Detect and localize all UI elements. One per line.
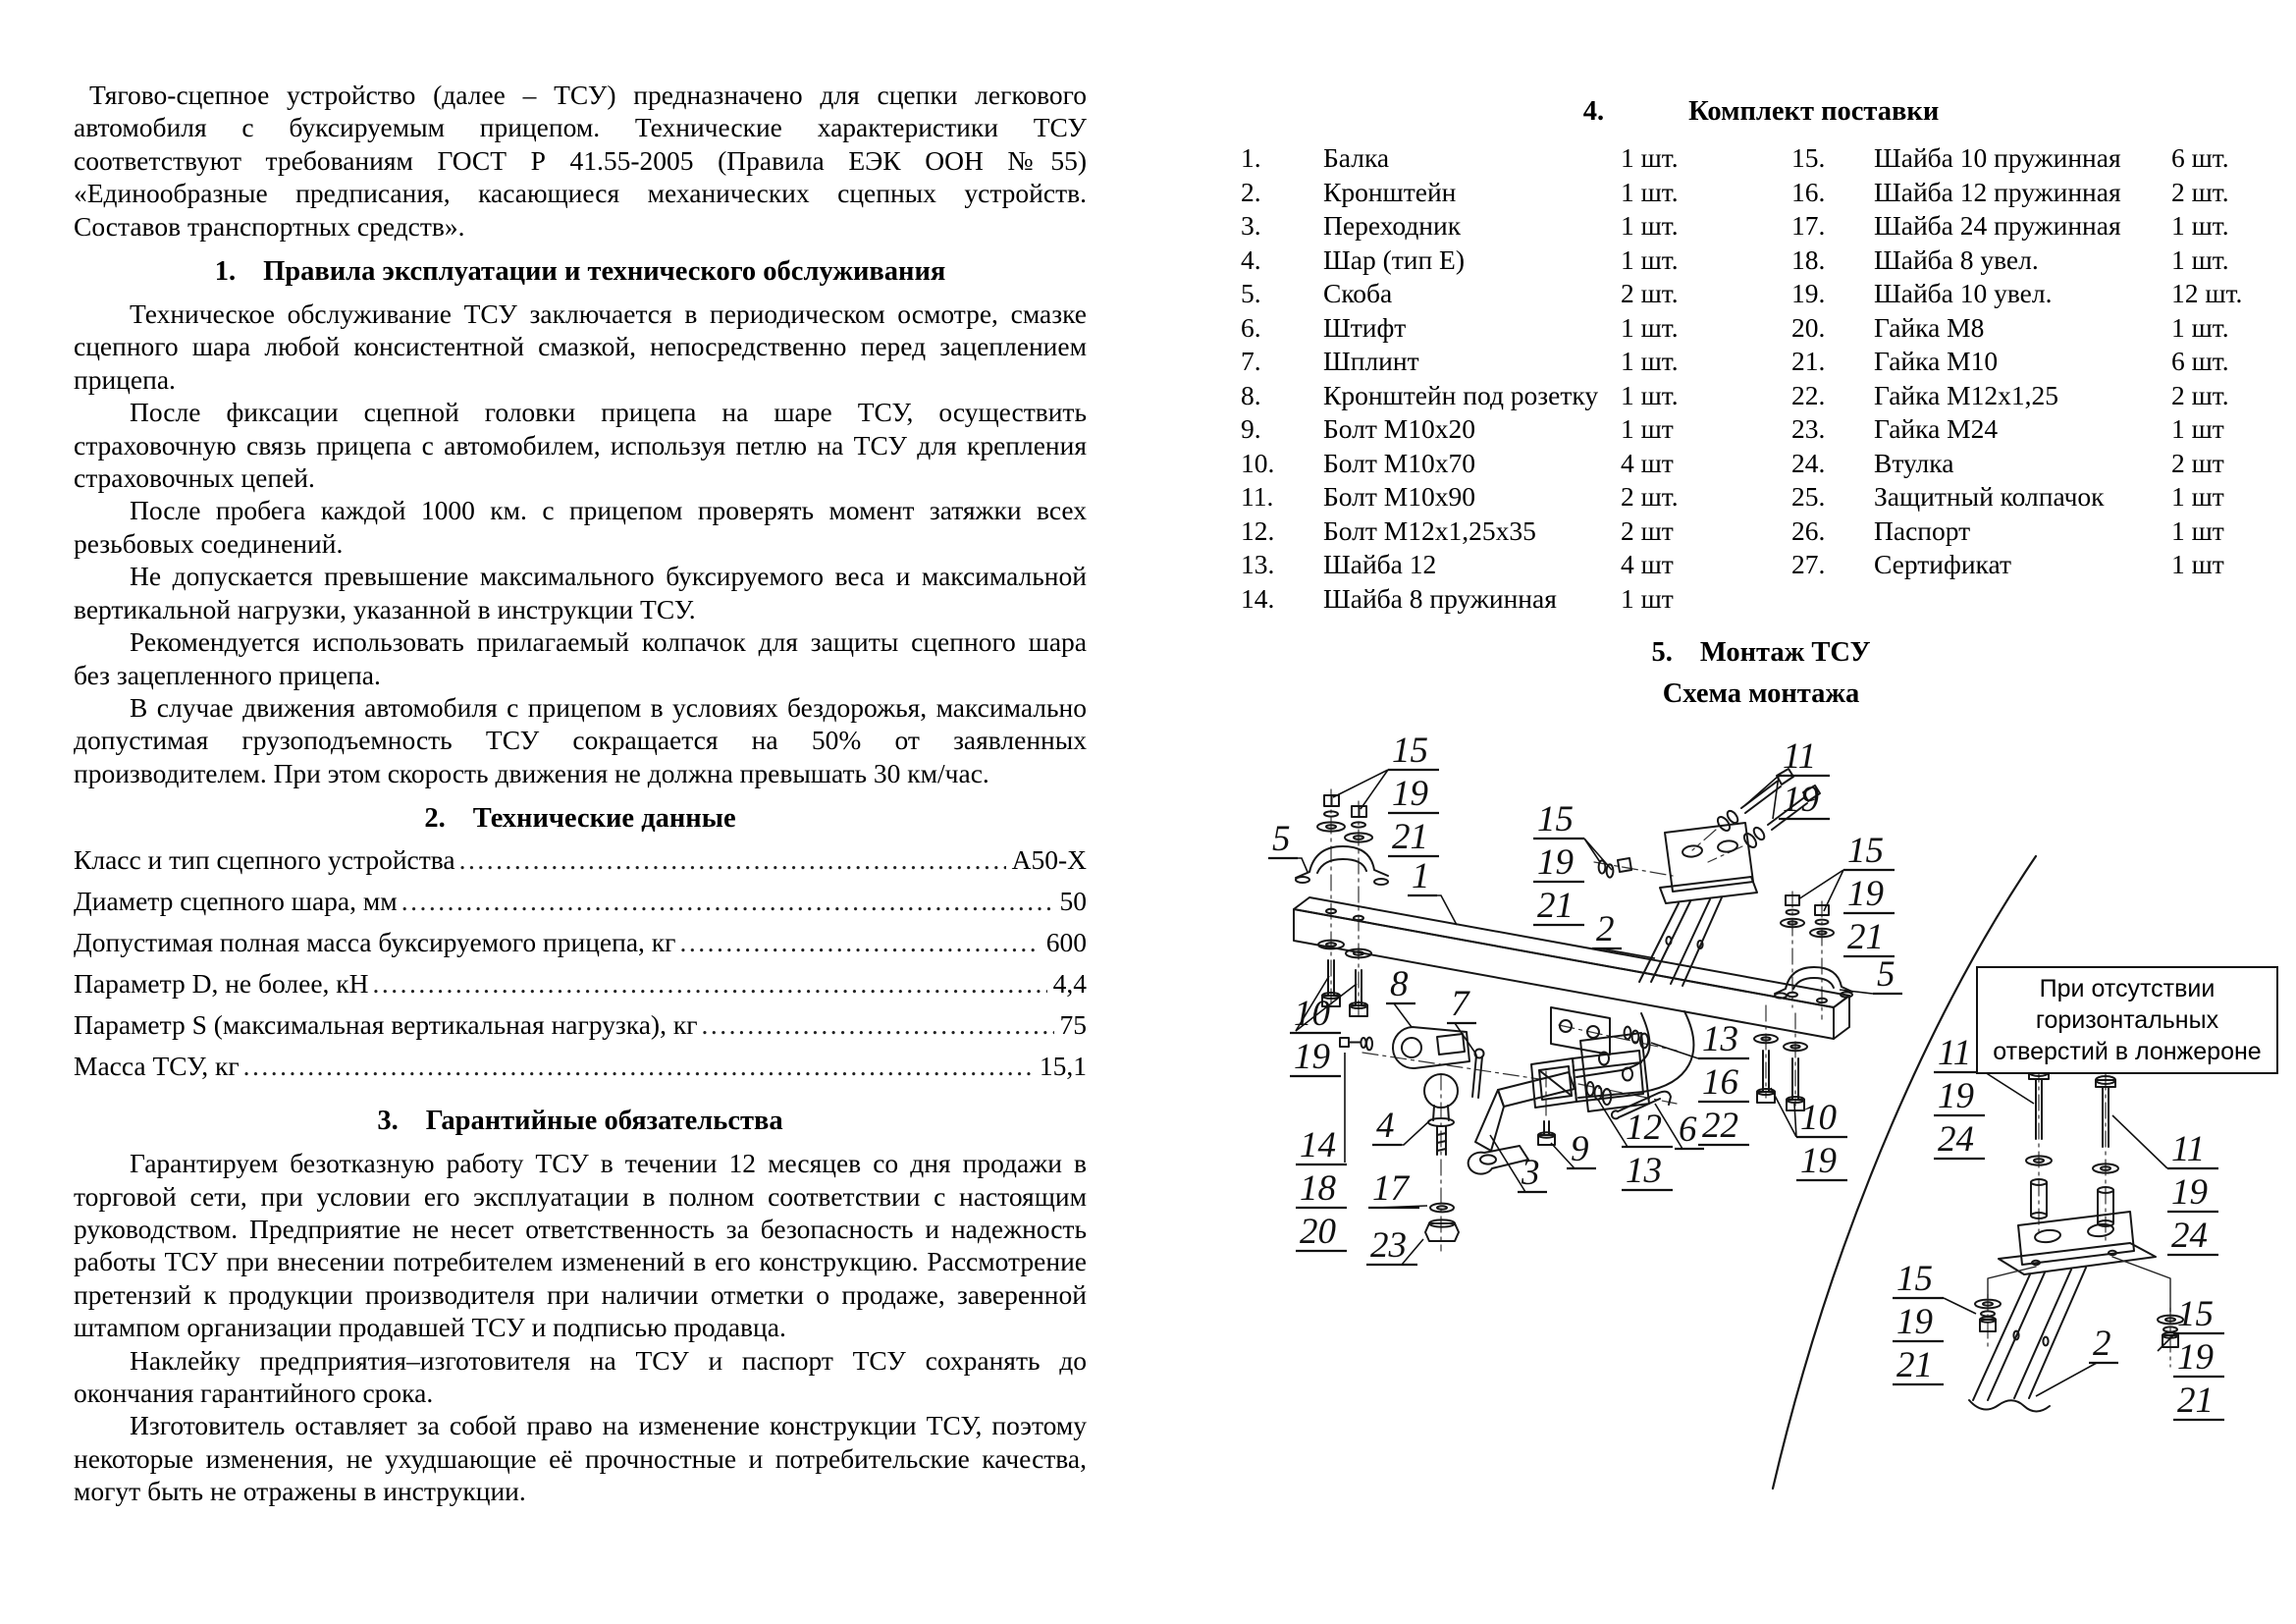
part-qty: 1 шт. [1621,244,1679,275]
paragraph: Гарантируем безотказную работу ТСУ в течении 12 месяцев со дня продажи в торговой сети, при условии его эксплуатации в полном соответствии с настоящим руководством. Предприятие не несет ответственность за безопасность и надежность работы ТСУ при внесении потребителем изменений в его конструкцию. Рассмотрение претензий к продукции производителя при наличии отметки о продаже, заверенной штампом организации продавшей ТСУ и подписью продавца. [74,1148,1087,1343]
section2-title: Технические данные [472,803,736,835]
callout-number: 18 [1300,1168,1336,1209]
callout-number: 19 [1783,780,1819,820]
part-number: 18. [1791,244,1826,275]
part-number: 14. [1241,582,1275,614]
callout-number: 15 [2177,1294,2214,1334]
part-name: Балка [1323,142,1390,173]
part-number: 13. [1241,549,1275,579]
spec-value: 75 [1059,1009,1087,1041]
part-name: Болт М10х90 [1323,481,1475,512]
part-qty: 2 шт. [1621,278,1679,308]
dotted-leader [459,844,1006,876]
intro-paragraph: Тягово-сцепное устройство (далее – ТСУ) предназначено для сцепки легкового автомобиля с буксируемым прицепом. Технические характеристики ТСУ соответствуют требованиям ГОСТ Р 41.55-2005 (Правила ЕЭК ООН №55) «Единообразные предписания, касающиеся механических сцепных устройств. Составов транспортных средств». [74,80,1087,242]
part-name: Сертификат [1874,549,2011,579]
part-name: Шар (тип Е) [1323,244,1466,275]
callout-number: 21 [1537,886,1574,926]
spec-row [74,1009,1087,1051]
section3-title: Гарантийные обязательства [425,1106,783,1137]
cotter-pin [1472,1050,1484,1099]
part-number: 27. [1791,549,1826,579]
hitch-ball [1424,1074,1459,1241]
part-name: Втулка [1874,447,1954,478]
callout-number: 5 [1877,954,1896,995]
section4-title: Комплект поставки [1688,96,1940,127]
clamp-left [1296,846,1388,885]
parts-list [1241,141,2281,616]
callout-number: 24 [2171,1216,2208,1256]
parts-list-left [1241,141,1731,616]
part-name: Кронштейн [1323,176,1457,207]
part-number: 20. [1791,311,1826,343]
part-name: Болт М12х1,25х35 [1323,514,1536,546]
spec-value: 15,1 [1039,1051,1087,1082]
part-qty: 2 шт [1621,514,1674,546]
part-qty: 2 шт. [2171,379,2229,410]
part-qty: 1 шт [2171,481,2224,512]
section1-heading [74,256,1087,288]
callout-number: 24 [1938,1119,1974,1160]
callout-number: 15 [1847,831,1884,871]
part-name: Паспорт [1874,514,1971,546]
callout-leader-line [2112,1115,2167,1168]
part-name: Болт М10х70 [1323,447,1475,478]
paragraph: Не допускается превышение максимального буксируемого веса и максимальной вертикальной нагрузки, указанной в инструкции ТСУ. [74,561,1087,624]
part-number: 22. [1791,379,1826,410]
spec-value: 4,4 [1052,968,1087,1000]
spec-label: Диаметр сцепного шара, мм [74,886,398,917]
dotted-leader [679,927,1040,958]
callout-number: 19 [1537,842,1574,883]
spec-row [74,968,1087,1009]
part-name: Кронштейн под розетку [1323,379,1599,410]
part-qty: 1 шт. [1621,142,1679,173]
part-qty: 1 шт [2171,413,2224,444]
part-number: 10. [1241,447,1275,478]
callout-leader-line [1651,1043,1698,1058]
part-number: 9. [1241,413,1261,444]
spec-row [74,844,1087,886]
callout-number: 19 [2177,1337,2214,1378]
part-name: Скоба [1323,278,1393,308]
part-number: 7. [1241,346,1261,376]
dotted-leader [401,886,1054,917]
callout-number: 21 [2177,1380,2214,1421]
callout-number: 23 [1370,1225,1407,1266]
callout-number: 7 [1451,984,1469,1024]
part-qty: 1 шт [1621,582,1674,614]
callout-number: 15 [1537,799,1574,839]
callout-number: 5 [1272,819,1291,859]
paragraph: После фиксации сцепной головки прицепа на шаре ТСУ, осуществить страховочную связь прицепа с автомобилем, используя петлю на ТСУ для крепления страховочных цепей. [74,397,1087,494]
callout-number: 13 [1702,1019,1738,1059]
bolts-below-right [1754,1035,1807,1110]
callout-number: 6 [1679,1110,1697,1150]
paragraph: Изготовитель оставляет за собой право на изменение конструкции ТСУ, поэтому некоторые изменения, не ухудшающие её прочностные и потребительские качества, могут быть не отражены в инструкции. [74,1410,1087,1507]
note-box [1976,966,2278,1074]
callout-leader-line [2036,1363,2097,1396]
section2-heading [74,803,1087,835]
callout-number: 8 [1390,964,1409,1004]
callout-number: 1 [1412,856,1430,896]
part-number: 5. [1241,278,1261,308]
callout-leader-line [1394,1003,1412,1027]
note-line-2: отверстий в лонжероне [1993,1038,2262,1065]
callout-leader-line [1794,1104,1796,1137]
under-beam-bracket [1551,1007,1648,1055]
part-name: Гайка М8 [1874,311,1985,343]
callout-number: 14 [1300,1125,1336,1165]
section3-heading [74,1106,1087,1137]
part-qty: 1 шт. [1621,176,1679,207]
spec-value: 50 [1059,886,1087,917]
part-qty: 12 шт. [2171,278,2243,308]
callout-number: 10 [1800,1098,1837,1138]
part-number: 11. [1241,481,1274,512]
callout-number: 2 [1596,909,1615,949]
callout-number: 19 [2171,1172,2208,1213]
part-qty: 1 шт. [1621,379,1679,410]
part-number: 1. [1241,142,1261,173]
callout-leader-line [1490,1135,1525,1192]
callout-number: 17 [1372,1168,1409,1209]
part-name: Шайба 10 пружинная [1874,142,2121,173]
paragraph: В случае движения автомобиля с прицепом в условиях бездорожья, максимально допустимая грузоподъемность ТСУ сокращается на 50% от заявленных производителем. При этом скорость движения не должна превышать 30 км/час. [74,691,1087,788]
part-number: 17. [1791,210,1826,241]
part-number: 19. [1791,278,1826,308]
part-number: 24. [1791,447,1826,478]
part-name: Шайба 8 увел. [1874,244,2039,275]
dotted-leader [243,1051,1034,1082]
spec-row [74,1051,1087,1092]
callout-number: 12 [1626,1108,1662,1148]
callout-number: 4 [1376,1106,1395,1146]
part-qty: 4 шт [1621,549,1674,579]
spec-label: Допустимая полная масса буксируемого прицепа, кг [74,927,676,958]
part-qty: 1 шт [2171,514,2224,546]
part-number: 12. [1241,514,1275,546]
spec-label: Класс и тип сцепного устройства [74,844,455,876]
callout-number: 21 [1847,917,1884,957]
callout-number: 15 [1392,731,1428,771]
part-qty: 1 шт. [1621,346,1679,376]
callout-number: 9 [1571,1129,1589,1169]
clamp-right [1775,895,1852,999]
part-qty: 2 шт. [2171,176,2229,207]
callout-number: 11 [1783,736,1817,777]
section3-number: 3. [377,1106,399,1137]
part-name: Штифт [1323,311,1407,343]
callout-number: 19 [1847,874,1884,914]
callout-leader-line [1361,770,1388,809]
part-name: Шплинт [1323,346,1419,376]
callout-number: 19 [1938,1076,1974,1116]
callout-number: 21 [1896,1345,1933,1385]
part-name: Шайба 12 [1323,549,1437,579]
part-number: 8. [1241,379,1261,410]
part-number: 3. [1241,210,1261,241]
technical-data-list [74,844,1087,1092]
callout-leader-line [1944,1298,1976,1314]
spec-label: Параметр D, не более, кН [74,968,369,1000]
part-name: Шайба 8 пружинная [1323,582,1557,614]
callout-number: 11 [2171,1129,2206,1169]
assembly-diagram [1245,713,2296,1618]
part-qty: 4 шт [1621,447,1674,478]
callout-number: 2 [2093,1324,2111,1364]
part-qty: 1 шт [1621,413,1674,444]
callout-number: 3 [1522,1153,1540,1193]
callout-number: 11 [1938,1033,1972,1073]
part-name: Шайба 12 пружинная [1874,176,2121,207]
callout-number: 10 [1294,994,1330,1034]
section1-paragraphs [74,298,1087,789]
section5-number: 5. [1651,637,1673,668]
part-number: 25. [1791,481,1826,512]
callout-number: 19 [1800,1141,1837,1181]
paragraph: Наклейку предприятия–изготовителя на ТСУ и паспорт ТСУ сохранять до окончания гарантийного срока. [74,1344,1087,1408]
sub-diagram-bracket [1969,1068,2183,1412]
part-qty: 6 шт. [2171,346,2229,376]
part-name: Болт М10х20 [1323,413,1475,444]
part-number: 4. [1241,244,1261,275]
section5-heading [1241,637,2281,669]
spec-value: А50-X [1011,844,1087,876]
part-number: 6. [1241,311,1261,343]
paragraph: Рекомендуется использовать прилагаемый колпачок для защиты сцепного шара без зацепленного прицепа. [74,626,1087,690]
part-name: Гайка М12х1,25 [1874,379,2058,410]
part-qty: 2 шт. [1621,481,1679,512]
part-name: Переходник [1323,210,1462,241]
callout-number: 22 [1702,1106,1738,1146]
callout-number: 15 [1896,1259,1933,1299]
dotted-leader [701,1009,1053,1041]
part-number: 16. [1791,176,1826,207]
part-qty: 1 шт. [2171,210,2229,241]
parts-list-right [1791,141,2281,616]
part-number: 23. [1791,413,1826,444]
part-name: Гайка М24 [1874,413,1999,444]
part-number: 21. [1791,346,1826,376]
part-name: Гайка М10 [1874,346,1999,376]
right-column [1241,82,2281,710]
fastener-stacks-left [1317,795,1372,842]
socket-bracket [1340,1027,1469,1068]
section4-number: 4. [1582,96,1605,127]
part-qty: 6 шт. [2171,142,2229,173]
part-name: Защитный колпачок [1874,481,2105,512]
note-line-1: При отсутствии горизонтальных [2035,975,2219,1034]
part-qty: 1 шт [2171,549,2224,579]
section1-number: 1. [214,256,237,288]
callout-number: 13 [1626,1151,1662,1191]
part-number: 26. [1791,514,1826,546]
dotted-leader [373,968,1047,1000]
part-qty: 1 шт. [2171,244,2229,275]
part-name: Шайба 24 пружинная [1874,210,2121,241]
callout-number: 16 [1702,1062,1738,1103]
spec-label: Масса ТСУ, кг [74,1051,240,1082]
spec-row [74,927,1087,968]
callout-number: 19 [1392,774,1428,814]
spec-label: Параметр S (максимальная вертикальная нагрузка), кг [74,1009,698,1041]
callout-number: 20 [1300,1212,1336,1252]
callout-leader-line [1985,1072,2034,1104]
callout-leader-line [1274,858,1308,872]
paragraph: После пробега каждой 1000 км. с прицепом проверять момент затяжки всех резьбовых соединений. [74,495,1087,559]
part-qty: 2 шт [2171,447,2224,478]
section3-paragraphs [74,1147,1087,1507]
section2-number: 2. [424,803,446,835]
spec-row [74,886,1087,927]
part-qty: 1 шт. [1621,210,1679,241]
part-qty: 1 шт. [1621,311,1679,343]
paragraph: Техническое обслуживание ТСУ заключается в периодическом осмотре, смазке сцепного шара любой консистентной смазкой, непосредственно перед зацеплением прицепа. [74,298,1087,395]
section5-title: Монтаж ТСУ [1699,637,1871,668]
section4-heading [1241,96,2281,128]
part-number: 15. [1791,142,1826,173]
callout-number: 21 [1392,817,1428,857]
callout-number: 19 [1294,1037,1330,1077]
callout-leader-line [1333,770,1388,797]
diagram-subtitle: Схема монтажа [1662,678,1860,709]
part-number: 2. [1241,176,1261,207]
left-column [74,79,1087,1508]
callout-number: 19 [1896,1302,1933,1342]
part-qty: 1 шт. [2171,311,2229,343]
callout-leader-line [1600,948,1655,958]
spec-value: 600 [1045,927,1087,958]
callout-leader-line [1455,1023,1476,1055]
part-name: Шайба 10 увел. [1874,278,2053,308]
section1-title: Правила эксплуатации и технического обслуживания [263,256,946,288]
